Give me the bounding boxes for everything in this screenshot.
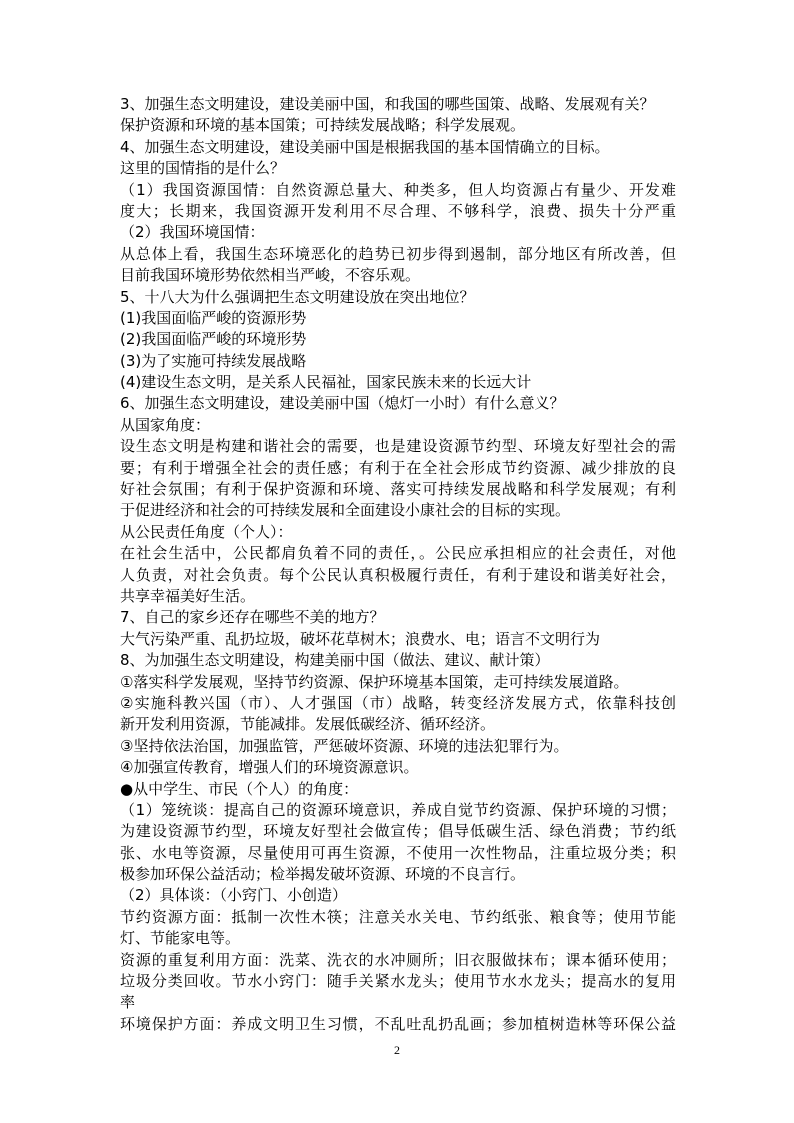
text-line: ③坚持依法治国，加强监管，严惩破坏资源、环境的违法犯罪行为。 [120,736,569,755]
text-line: ④加强宣传教育，增强人们的环境资源意识。 [120,758,419,777]
text-line: 从国家角度： [120,415,211,434]
text-line: 率 [120,993,136,1012]
text-line: （2）具体谈：（小窍门、小创造） [120,886,348,905]
text-line: 于促进经济和社会的可持续发展和全面建设小康社会的目标的实现。 [120,501,571,520]
text-line: (2)我国面临严峻的环境形势 [120,330,307,349]
text-line: 张、水电等资源，尽量使用可再生资源，不使用一次性物品，注重垃圾分类；积 [120,843,676,862]
text-line: 度大；长期来，我国资源开发利用不尽合理、不够科学，浪费、损失十分严重 [120,201,676,220]
text-line: ●从中学生、市民（个人）的角度： [120,779,359,798]
text-line: ②实施科教兴国（市）、人才强国（市）战略，转变经济发展方式，依靠科技创 [120,693,676,712]
text-line: 设生态文明是构建和谐社会的需要，也是建设资源节约型、环境友好型社会的需 [120,437,676,456]
text-line: 人负责，对社会负责。每个公民认真积极履行责任，有利于建设和谐美好社会， [120,565,676,584]
text-line: 8、为加强生态文明建设，构建美丽中国（做法、建议、献计策） [120,651,550,670]
text-line: （1）我国资源国情：自然资源总量大、种类多，但人均资源占有量少、开发难 [120,180,676,199]
document-body [120,94,676,1035]
text-line: 新开发利用资源，节能减排。发展低碳经济、循环经济。 [120,715,496,734]
text-line: （1）笼统谈：提高自己的资源环境意识，养成自觉节约资源、保护环境的习惯； [120,800,676,819]
text-line: 3、加强生态文明建设，建设美丽中国，和我国的哪些国策、战略、发展观有关？ [120,95,655,113]
text-line: 灯、节能家电等。 [120,929,241,948]
text-line: (3)为了实施可持续发展战略 [120,351,307,370]
text-line: 7、自己的家乡还存在哪些不美的地方？ [120,608,385,627]
text-line: 大气污染严重、乱扔垃圾，破坏花草树木；浪费水、电；语言不文明行为 [120,629,601,648]
text-line: 为建设资源节约型，环境友好型社会做宣传；倡导低碳生活、绿色消费；节约纸 [120,822,676,841]
text-line: 从总体上看，我国生态环境恶化的趋势已初步得到遏制，部分地区有所改善，但 [120,244,676,263]
text-line: 环境保护方面：养成文明卫生习惯，不乱吐乱扔乱画；参加植树造林等环保公益 [120,1014,676,1033]
text-line: 从公民责任角度（个人）： [120,522,293,541]
text-line: 垃圾分类回收。节水小窍门：随手关紧水龙头；使用节水水龙头；提高水的复用 [120,972,676,991]
text-line: 保护资源和环境的基本国策；可持续发展战略；科学发展观。 [120,116,526,135]
text-line: (4)建设生态文明，是关系人民福祉，国家民族未来的长远大计 [120,373,532,392]
text-line: 好社会氛围；有利于保护资源和环境、落实可持续发展战略和科学发展观；有利 [120,480,676,499]
text-line: ①落实科学发展观，坚持节约资源、保护环境基本国策，走可持续发展道路。 [120,672,629,691]
text-line: (1)我国面临严峻的资源形势 [120,308,307,327]
text-line: 共享幸福美好生活。 [120,586,256,605]
text-line: 这里的国情指的是什么？ [120,159,286,178]
text-line: 6、加强生态文明建设，建设美丽中国（熄灯一小时）有什么意义？ [120,394,565,413]
text-line: 目前我国环境形势依然相当严峻，不容乐观。 [120,266,421,285]
text-line: 要；有利于增强全社会的责任感；有利于在全社会形成节约资源、减少排放的良 [120,458,676,477]
text-line: 4、加强生态文明建设，建设美丽中国是根据我国的基本国情确立的目标。 [120,137,610,156]
text-line: （2）我国环境国情： [120,223,265,242]
text-line: 5、十八大为什么强调把生态文明建设放在突出地位？ [120,287,475,306]
text-line: 极参加环保公益活动；检举揭发破坏资源、环境的不良言行。 [120,865,526,884]
text-line: 资源的重复利用方面：洗菜、洗衣的水冲厕所；旧衣服做抹布；课本循环使用； [120,950,676,969]
page-number: 2 [394,1043,400,1057]
text-line: 节约资源方面：抵制一次性木筷；注意关水关电、节约纸张、粮食等；使用节能 [120,907,676,926]
text-line: 在社会生活中，公民都肩负着不同的责任，。公民应承担相应的社会责任，对他 [120,544,676,563]
